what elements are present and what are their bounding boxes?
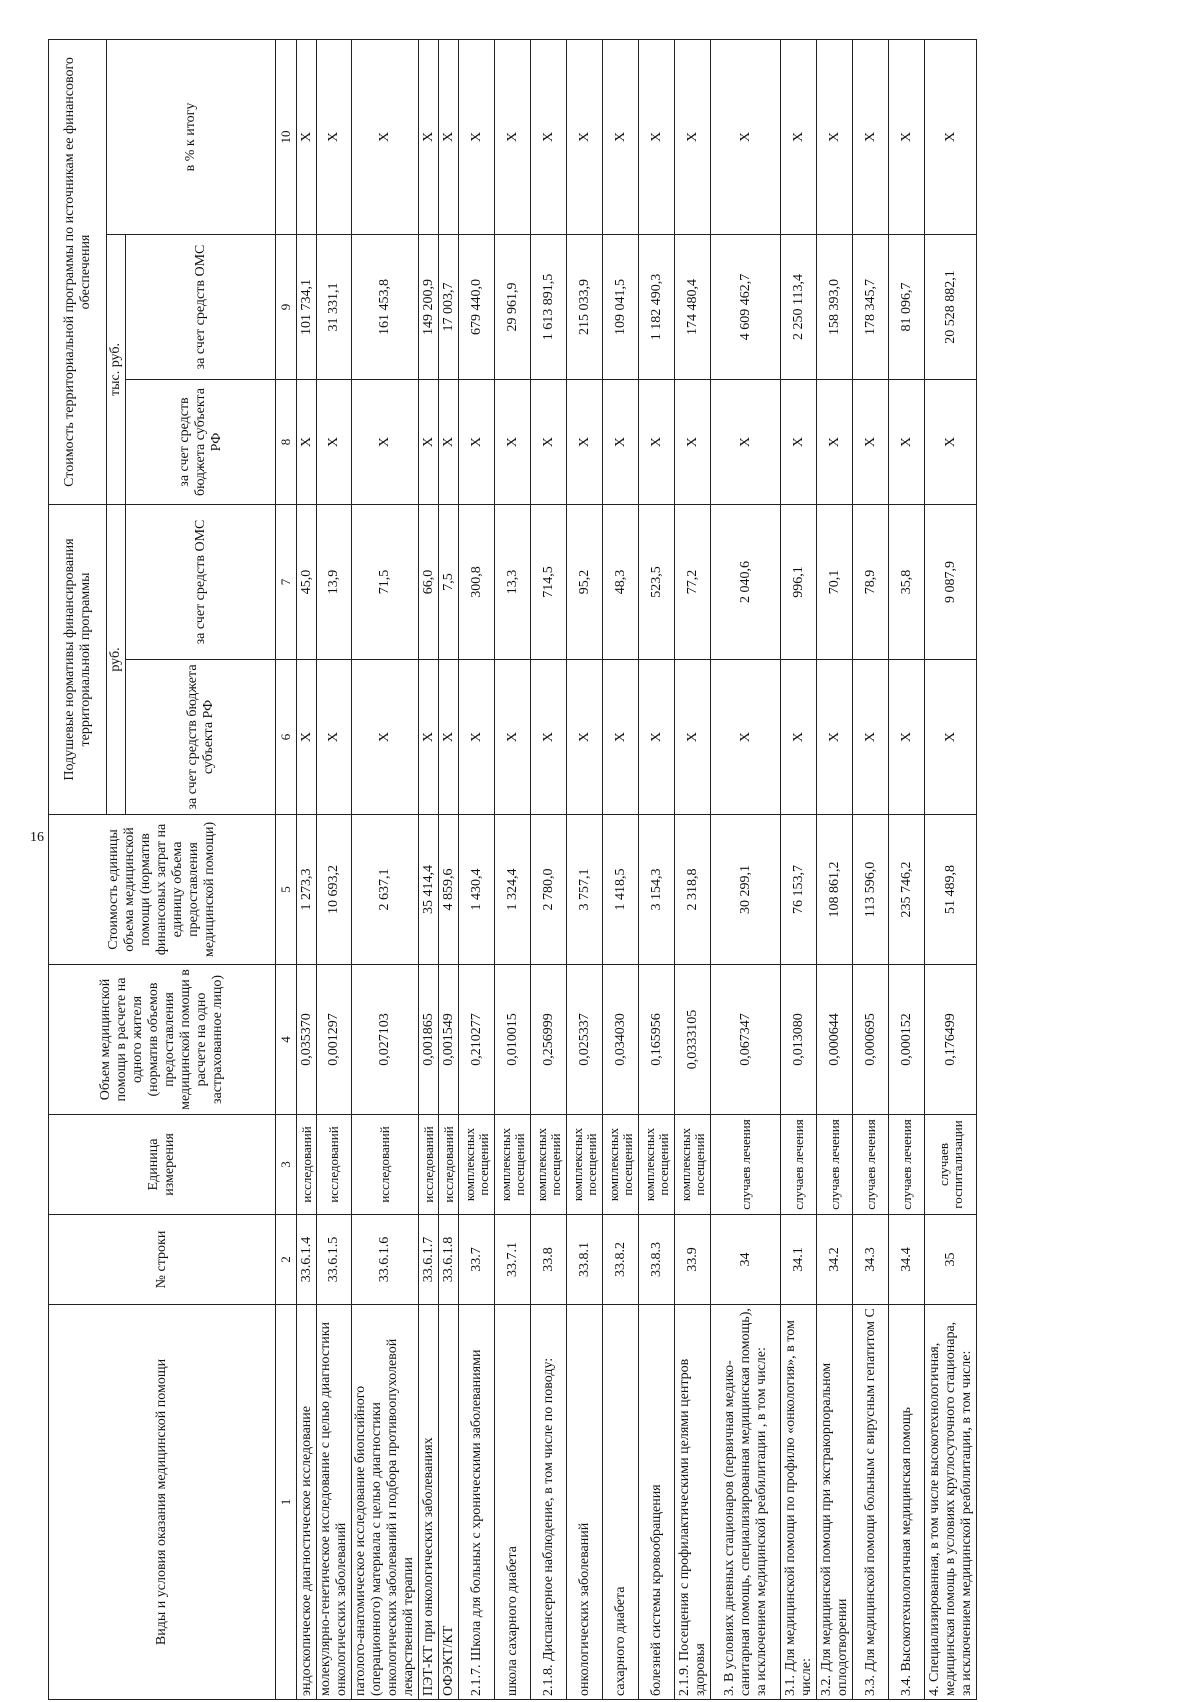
row-oms-norm: 714,5	[531, 505, 567, 660]
row-unit: комплексных посещений	[567, 1115, 603, 1215]
column-number: 1	[276, 1305, 297, 1700]
row-unit-cost: 10 693,2	[317, 815, 352, 965]
row-oms-norm: 9 087,9	[925, 505, 977, 660]
header-oms-cost: за счет средств ОМС	[126, 235, 276, 380]
row-budget-norm: X	[297, 660, 317, 815]
header-norms-unit: руб.	[107, 505, 126, 815]
row-unit-cost: 51 489,8	[925, 815, 977, 965]
row-budget-cost: X	[675, 380, 711, 505]
row-line-number: 34.2	[817, 1215, 853, 1305]
row-name: 3.3. Для медицинской помощи больным с вирусным гепатитом С	[853, 1305, 889, 1700]
table-row	[603, 39, 639, 1699]
row-oms-cost: 679 440,0	[459, 235, 495, 380]
row-line-number: 33.8.2	[603, 1215, 639, 1305]
row-oms-cost: 158 393,0	[817, 235, 853, 380]
row-budget-norm: X	[531, 660, 567, 815]
row-percent: X	[711, 39, 781, 234]
header-unit: Единица измерения	[49, 1115, 276, 1215]
row-line-number: 33.8.1	[567, 1215, 603, 1305]
header-budget-norm: за счет средств бюджета субъекта РФ	[126, 660, 276, 815]
row-volume: 0,000695	[853, 965, 889, 1115]
table-row	[781, 39, 817, 1699]
row-percent: X	[495, 39, 531, 234]
row-unit: случаев лечения	[817, 1115, 853, 1215]
column-number: 2	[276, 1215, 297, 1305]
row-oms-norm: 70,1	[817, 505, 853, 660]
row-volume: 0,034030	[603, 965, 639, 1115]
header-cost-unit: тыс. руб.	[107, 235, 126, 505]
row-budget-cost: X	[439, 380, 459, 505]
row-unit-cost: 1 273,3	[297, 815, 317, 965]
column-numbers-row	[276, 39, 297, 1699]
row-oms-norm: 77,2	[675, 505, 711, 660]
row-line-number: 34.1	[781, 1215, 817, 1305]
row-volume: 0,035370	[297, 965, 317, 1115]
row-oms-norm: 95,2	[567, 505, 603, 660]
row-line-number: 33.8	[531, 1215, 567, 1305]
row-percent: X	[419, 39, 439, 234]
table-row	[352, 39, 419, 1699]
row-volume: 0,001549	[439, 965, 459, 1115]
row-volume: 0,025337	[567, 965, 603, 1115]
row-unit: случаев лечения	[889, 1115, 925, 1215]
row-oms-cost: 109 041,5	[603, 235, 639, 380]
row-oms-norm: 66,0	[419, 505, 439, 660]
column-number: 6	[276, 660, 297, 815]
row-unit: комплексных посещений	[603, 1115, 639, 1215]
row-unit-cost: 113 596,0	[853, 815, 889, 965]
row-name: 4. Специализированная, в том числе высокотехнологичная, медицинская помощь в условиях круглосуточного стационара, за исключением медицинской реабилитации, в том числе:	[925, 1305, 977, 1700]
column-number: 5	[276, 815, 297, 965]
row-percent: X	[639, 39, 675, 234]
table-row	[419, 39, 439, 1699]
header-budget-cost: за счет средств бюджета субъекта РФ	[126, 380, 276, 505]
row-name: 2.1.8. Диспансерное наблюдение, в том числе по поводу:	[531, 1305, 567, 1700]
row-name: эндоскопическое диагностическое исследование	[297, 1305, 317, 1700]
row-name: онкологических заболеваний	[567, 1305, 603, 1700]
row-percent: X	[925, 39, 977, 234]
header-line-no: № строки	[49, 1215, 276, 1305]
column-number: 7	[276, 505, 297, 660]
row-volume: 0,210277	[459, 965, 495, 1115]
row-unit: исследований	[317, 1115, 352, 1215]
row-budget-cost: X	[531, 380, 567, 505]
row-unit: комплексных посещений	[459, 1115, 495, 1215]
row-volume: 0,001297	[317, 965, 352, 1115]
row-budget-cost: X	[567, 380, 603, 505]
row-name: болезней системы кровообращения	[639, 1305, 675, 1700]
table-row	[675, 39, 711, 1699]
row-budget-norm: X	[495, 660, 531, 815]
row-unit-cost: 35 414,4	[419, 815, 439, 965]
row-budget-norm: X	[639, 660, 675, 815]
row-unit-cost: 3 154,3	[639, 815, 675, 965]
table-row	[925, 39, 977, 1699]
row-percent: X	[317, 39, 352, 234]
row-unit-cost: 3 757,1	[567, 815, 603, 965]
row-oms-cost: 178 345,7	[853, 235, 889, 380]
row-percent: X	[889, 39, 925, 234]
table-row	[531, 39, 567, 1699]
row-oms-cost: 101 734,1	[297, 235, 317, 380]
header-program-cost: Стоимость территориальной программы по источникам ее финансового обеспечения	[49, 39, 107, 504]
row-unit: комплексных посещений	[639, 1115, 675, 1215]
row-unit-cost: 4 859,6	[439, 815, 459, 965]
row-oms-norm: 523,5	[639, 505, 675, 660]
row-unit: комплексных посещений	[495, 1115, 531, 1215]
row-budget-cost: X	[352, 380, 419, 505]
table-row	[889, 39, 925, 1699]
row-volume: 0,013080	[781, 965, 817, 1115]
row-budget-cost: X	[495, 380, 531, 505]
row-budget-norm: X	[817, 660, 853, 815]
row-budget-cost: X	[889, 380, 925, 505]
table-row	[711, 39, 781, 1699]
row-budget-cost: X	[297, 380, 317, 505]
row-name: ПЭТ-КТ при онкологических заболеваниях	[419, 1305, 439, 1700]
row-name: сахарного диабета	[603, 1305, 639, 1700]
table-row	[639, 39, 675, 1699]
row-oms-cost: 2 250 113,4	[781, 235, 817, 380]
row-percent: X	[439, 39, 459, 234]
row-unit-cost: 2 637,1	[352, 815, 419, 965]
row-unit: исследований	[439, 1115, 459, 1215]
row-oms-norm: 300,8	[459, 505, 495, 660]
row-name: 2.1.7. Школа для больных с хроническими заболеваниями	[459, 1305, 495, 1700]
row-line-number: 33.9	[675, 1215, 711, 1305]
row-oms-cost: 17 003,7	[439, 235, 459, 380]
table-row	[459, 39, 495, 1699]
row-line-number: 33.7	[459, 1215, 495, 1305]
row-oms-cost: 1 182 490,3	[639, 235, 675, 380]
row-volume: 0,256999	[531, 965, 567, 1115]
row-budget-norm: X	[603, 660, 639, 815]
row-unit: комплексных посещений	[531, 1115, 567, 1215]
header-volume: Объем медицинской помощи в расчете на одного жителя (норматив объемов предоставления медицинской помощи в расчете на одно застрахованное лицо)	[49, 965, 276, 1115]
page-number: 16	[30, 830, 44, 845]
row-oms-cost: 149 200,9	[419, 235, 439, 380]
row-line-number: 34	[711, 1215, 781, 1305]
row-name: 3. В условиях дневных стационаров (первичная медико-санитарная помощь, специализированная медицинская помощь), за исключением медицинской реабилитации , в том числе:	[711, 1305, 781, 1700]
row-unit-cost: 108 861,2	[817, 815, 853, 965]
row-unit: исследований	[419, 1115, 439, 1215]
row-unit: исследований	[352, 1115, 419, 1215]
row-unit-cost: 76 153,7	[781, 815, 817, 965]
row-unit-cost: 1 430,4	[459, 815, 495, 965]
row-line-number: 33.6.1.7	[419, 1215, 439, 1305]
row-oms-cost: 81 096,7	[889, 235, 925, 380]
row-oms-cost: 29 961,9	[495, 235, 531, 380]
row-oms-cost: 215 033,9	[567, 235, 603, 380]
row-line-number: 35	[925, 1215, 977, 1305]
column-number: 4	[276, 965, 297, 1115]
row-volume: 0,001865	[419, 965, 439, 1115]
row-budget-norm: X	[459, 660, 495, 815]
table-row	[297, 39, 317, 1699]
row-name: молекулярно-генетическое исследование с целью диагностики онкологических заболеваний	[317, 1305, 352, 1700]
row-name: 3.4. Высокотехнологичная медицинская помощь	[889, 1305, 925, 1700]
row-budget-norm: X	[567, 660, 603, 815]
row-volume: 0,176499	[925, 965, 977, 1115]
column-number: 3	[276, 1115, 297, 1215]
row-percent: X	[567, 39, 603, 234]
column-number: 10	[276, 39, 297, 234]
row-budget-cost: X	[711, 380, 781, 505]
row-line-number: 33.6.1.5	[317, 1215, 352, 1305]
header-oms-norm: за счет средств ОМС	[126, 505, 276, 660]
row-budget-norm: X	[352, 660, 419, 815]
row-unit-cost: 30 299,1	[711, 815, 781, 965]
row-percent: X	[531, 39, 567, 234]
table-row	[817, 39, 853, 1699]
row-budget-norm: X	[925, 660, 977, 815]
row-volume: 0,000152	[889, 965, 925, 1115]
row-unit: случаев лечения	[781, 1115, 817, 1215]
column-number: 8	[276, 380, 297, 505]
row-name: 3.2. Для медицинской помощи при экстракорпоральном оплодотворении	[817, 1305, 853, 1700]
row-oms-norm: 13,3	[495, 505, 531, 660]
row-name: 3.1. Для медицинской помощи по профилю «онкология», в том числе:	[781, 1305, 817, 1700]
row-name: патолого-анатомическое исследование биопсийного (операционного) материала с целью диагностики онкологических заболеваний и подбора противоопухолевой лекарственной терапии	[352, 1305, 419, 1700]
row-budget-norm: X	[675, 660, 711, 815]
row-oms-norm: 78,9	[853, 505, 889, 660]
row-unit: исследований	[297, 1115, 317, 1215]
table-row	[567, 39, 603, 1699]
row-oms-cost: 4 609 462,7	[711, 235, 781, 380]
row-oms-norm: 2 040,6	[711, 505, 781, 660]
table-row	[495, 39, 531, 1699]
row-budget-norm: X	[317, 660, 352, 815]
header-kind: Виды и условия оказания медицинской помощи	[49, 1305, 276, 1700]
row-budget-norm: X	[889, 660, 925, 815]
table-row	[439, 39, 459, 1699]
row-unit: случаев лечения	[711, 1115, 781, 1215]
row-oms-cost: 174 480,4	[675, 235, 711, 380]
row-budget-norm: X	[419, 660, 439, 815]
table-row	[317, 39, 352, 1699]
table-body	[297, 39, 977, 1699]
row-name: 2.1.9. Посещения с профилактическими целями центров здоровья	[675, 1305, 711, 1700]
table-row	[853, 39, 889, 1699]
row-line-number: 34.3	[853, 1215, 889, 1305]
row-line-number: 33.6.1.8	[439, 1215, 459, 1305]
row-unit-cost: 2 780,0	[531, 815, 567, 965]
row-budget-norm: X	[781, 660, 817, 815]
row-volume: 0,0333105	[675, 965, 711, 1115]
row-unit-cost: 2 318,8	[675, 815, 711, 965]
row-oms-cost: 161 453,8	[352, 235, 419, 380]
row-oms-norm: 45,0	[297, 505, 317, 660]
row-budget-cost: X	[603, 380, 639, 505]
table-sheet	[48, 40, 1123, 1700]
row-volume: 0,000644	[817, 965, 853, 1115]
row-percent: X	[781, 39, 817, 234]
row-oms-norm: 48,3	[603, 505, 639, 660]
row-percent: X	[675, 39, 711, 234]
row-oms-norm: 13,9	[317, 505, 352, 660]
row-budget-norm: X	[853, 660, 889, 815]
row-percent: X	[817, 39, 853, 234]
row-budget-cost: X	[853, 380, 889, 505]
row-line-number: 33.7.1	[495, 1215, 531, 1305]
row-unit-cost: 1 418,5	[603, 815, 639, 965]
row-budget-cost: X	[817, 380, 853, 505]
row-oms-norm: 996,1	[781, 505, 817, 660]
row-percent: X	[853, 39, 889, 234]
row-oms-cost: 1 613 891,5	[531, 235, 567, 380]
header-percent: в % к итогу	[107, 39, 276, 234]
row-oms-norm: 35,8	[889, 505, 925, 660]
row-percent: X	[459, 39, 495, 234]
column-number: 9	[276, 235, 297, 380]
row-budget-cost: X	[781, 380, 817, 505]
row-unit-cost: 1 324,4	[495, 815, 531, 965]
row-unit: случаев лечения	[853, 1115, 889, 1215]
row-unit: комплексных посещений	[675, 1115, 711, 1215]
row-unit: случаев госпитализации	[925, 1115, 977, 1215]
row-name: школа сахарного диабета	[495, 1305, 531, 1700]
row-volume: 0,067347	[711, 965, 781, 1115]
row-budget-cost: X	[459, 380, 495, 505]
row-oms-norm: 71,5	[352, 505, 419, 660]
row-budget-cost: X	[419, 380, 439, 505]
row-percent: X	[352, 39, 419, 234]
row-oms-cost: 20 528 882,1	[925, 235, 977, 380]
row-unit-cost: 235 746,2	[889, 815, 925, 965]
row-name: ОФЭКТ/КТ	[439, 1305, 459, 1700]
row-percent: X	[603, 39, 639, 234]
row-line-number: 34.4	[889, 1215, 925, 1305]
row-budget-norm: X	[711, 660, 781, 815]
row-volume: 0,027103	[352, 965, 419, 1115]
row-oms-cost: 31 331,1	[317, 235, 352, 380]
row-budget-cost: X	[925, 380, 977, 505]
row-volume: 0,010015	[495, 965, 531, 1115]
header-unit-cost: Стоимость единицы объема медицинской помощи (норматив финансовых затрат на единицу объема предоставления медицинской помощи)	[49, 815, 276, 965]
row-budget-cost: X	[317, 380, 352, 505]
row-oms-norm: 7,5	[439, 505, 459, 660]
row-budget-norm: X	[439, 660, 459, 815]
row-percent: X	[297, 39, 317, 234]
row-line-number: 33.6.1.6	[352, 1215, 419, 1305]
header-per-capita-norms: Подушевые нормативы финансирования территориальной программы	[49, 505, 107, 815]
row-line-number: 33.8.3	[639, 1215, 675, 1305]
row-volume: 0,165956	[639, 965, 675, 1115]
row-line-number: 33.6.1.4	[297, 1215, 317, 1305]
row-budget-cost: X	[639, 380, 675, 505]
financing-table	[48, 39, 977, 1700]
